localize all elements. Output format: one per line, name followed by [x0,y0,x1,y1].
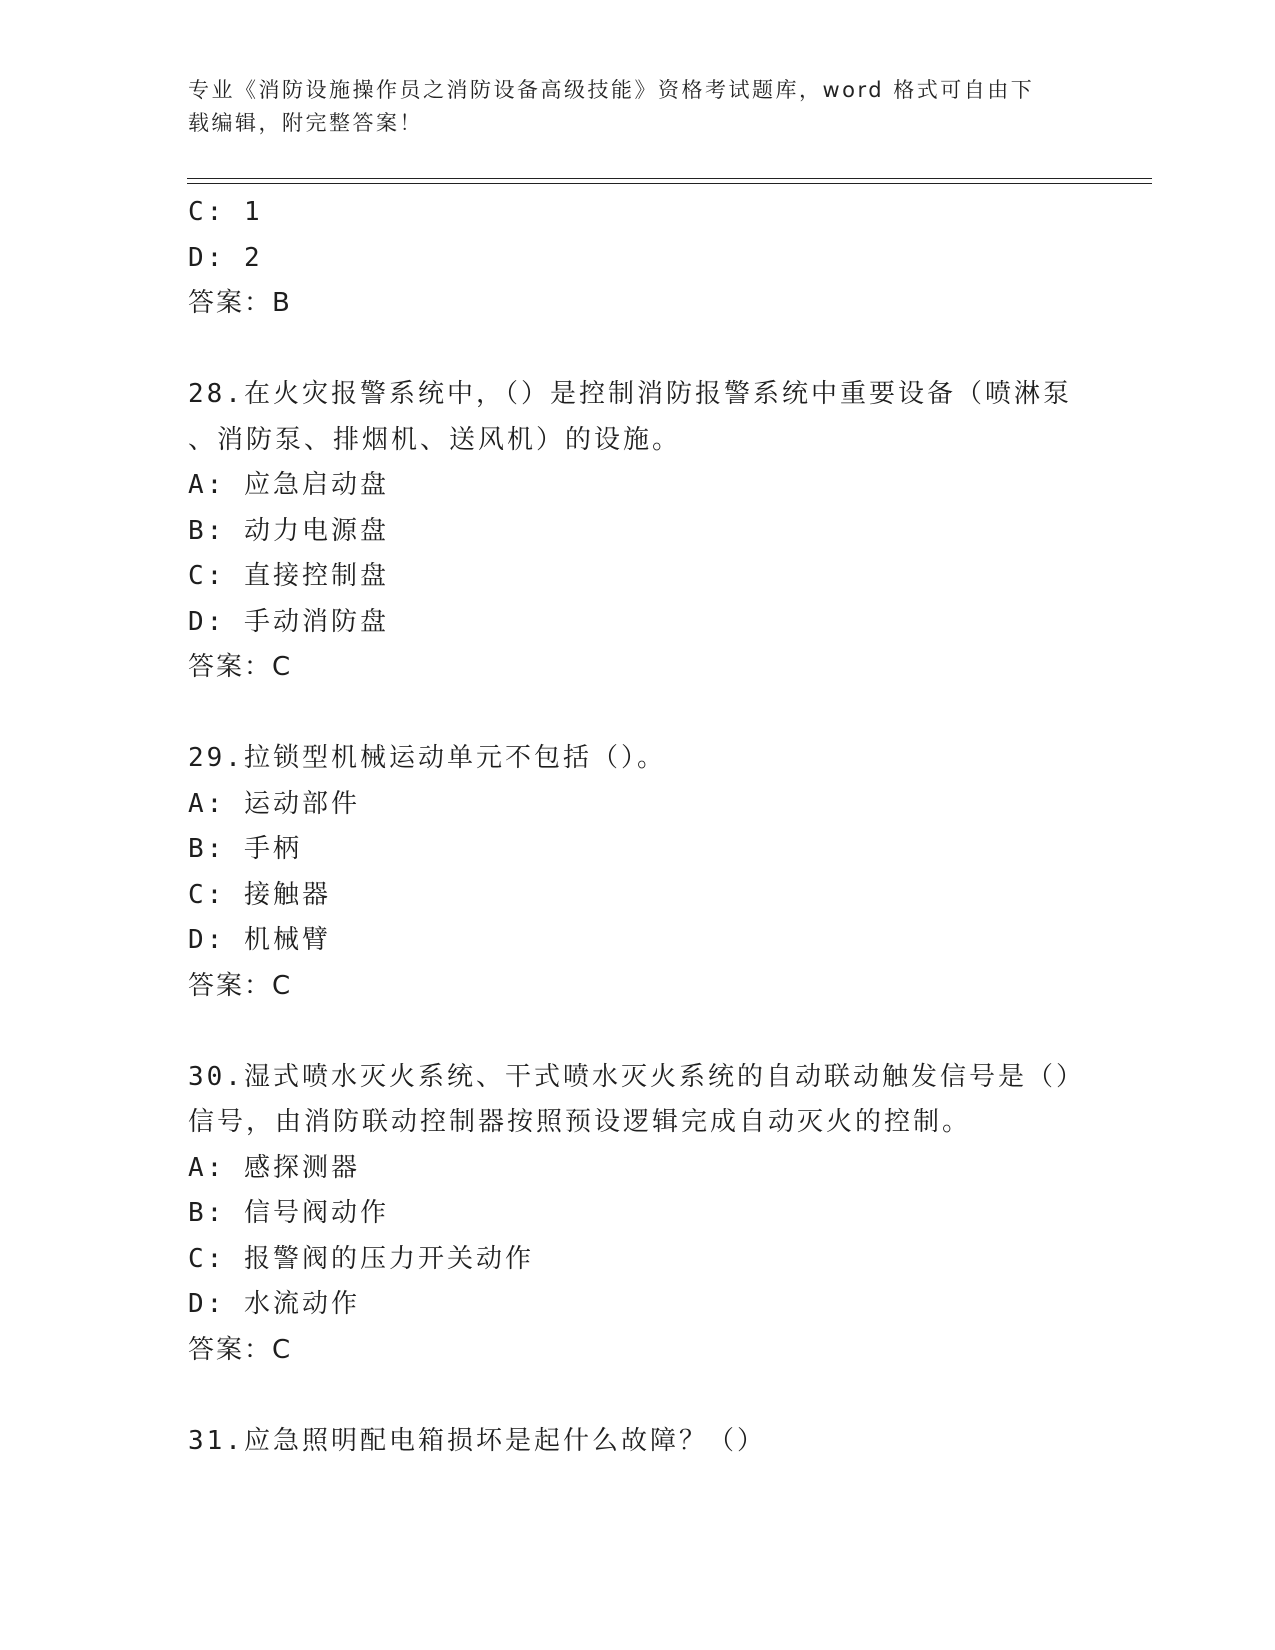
question-30 [188,1055,1108,1374]
header-divider-bottom [187,183,1152,184]
option-b: B: 动力电源盘 [188,515,389,546]
question-stem-continued: 信号，由消防联动控制器按照预设逻辑完成自动灭火的控制。 [188,1107,972,1137]
header-line-1: 专业《消防设施操作员之消防设备高级技能》资格考试题库，word 格式可自由下 [188,78,1035,102]
option-c: C: 1 [188,197,263,227]
option-d: D: 水流动作 [188,1289,360,1319]
answer: 答案：B [188,288,292,318]
header-line-2: 载编辑，附完整答案！ [188,111,423,135]
question-stem: 31.应急照明配电箱损坏是起什么故障？（） [188,1425,766,1456]
previous-question-tail [188,190,1108,327]
option-a: A: 运动部件 [188,788,360,819]
question-list [188,190,1108,1464]
header-divider-top [187,178,1152,179]
option-a: A: 应急启动盘 [188,470,389,500]
question-stem: 30.湿式喷水灭火系统、干式喷水灭火系统的自动联动触发信号是（） [188,1061,1085,1092]
option-c: C: 接触器 [188,879,331,910]
answer: 答案：C [188,652,293,682]
question-stem-continued: 、消防泵、排烟机、送风机）的设施。 [188,424,682,455]
option-a: A: 感探测器 [188,1152,360,1183]
answer: 答案：C [188,970,293,1001]
document-header [188,74,1068,140]
option-d: D: 机械臂 [188,925,331,955]
question-29 [188,736,1108,1009]
question-28 [188,372,1108,691]
question-stem: 29.拉锁型机械运动单元不包括（）。 [188,743,666,773]
option-c: C: 报警阀的压力开关动作 [188,1243,534,1274]
question-stem: 28.在火灾报警系统中，（）是控制消防报警系统中重要设备（喷淋泵 [188,379,1072,409]
option-b: B: 手柄 [188,834,302,864]
option-c: C: 直接控制盘 [188,561,389,591]
question-31 [188,1419,1108,1465]
option-b: B: 信号阀动作 [188,1198,389,1228]
option-d: D: 2 [188,242,263,273]
answer: 答案：C [188,1334,293,1365]
option-d: D: 手动消防盘 [188,606,389,637]
